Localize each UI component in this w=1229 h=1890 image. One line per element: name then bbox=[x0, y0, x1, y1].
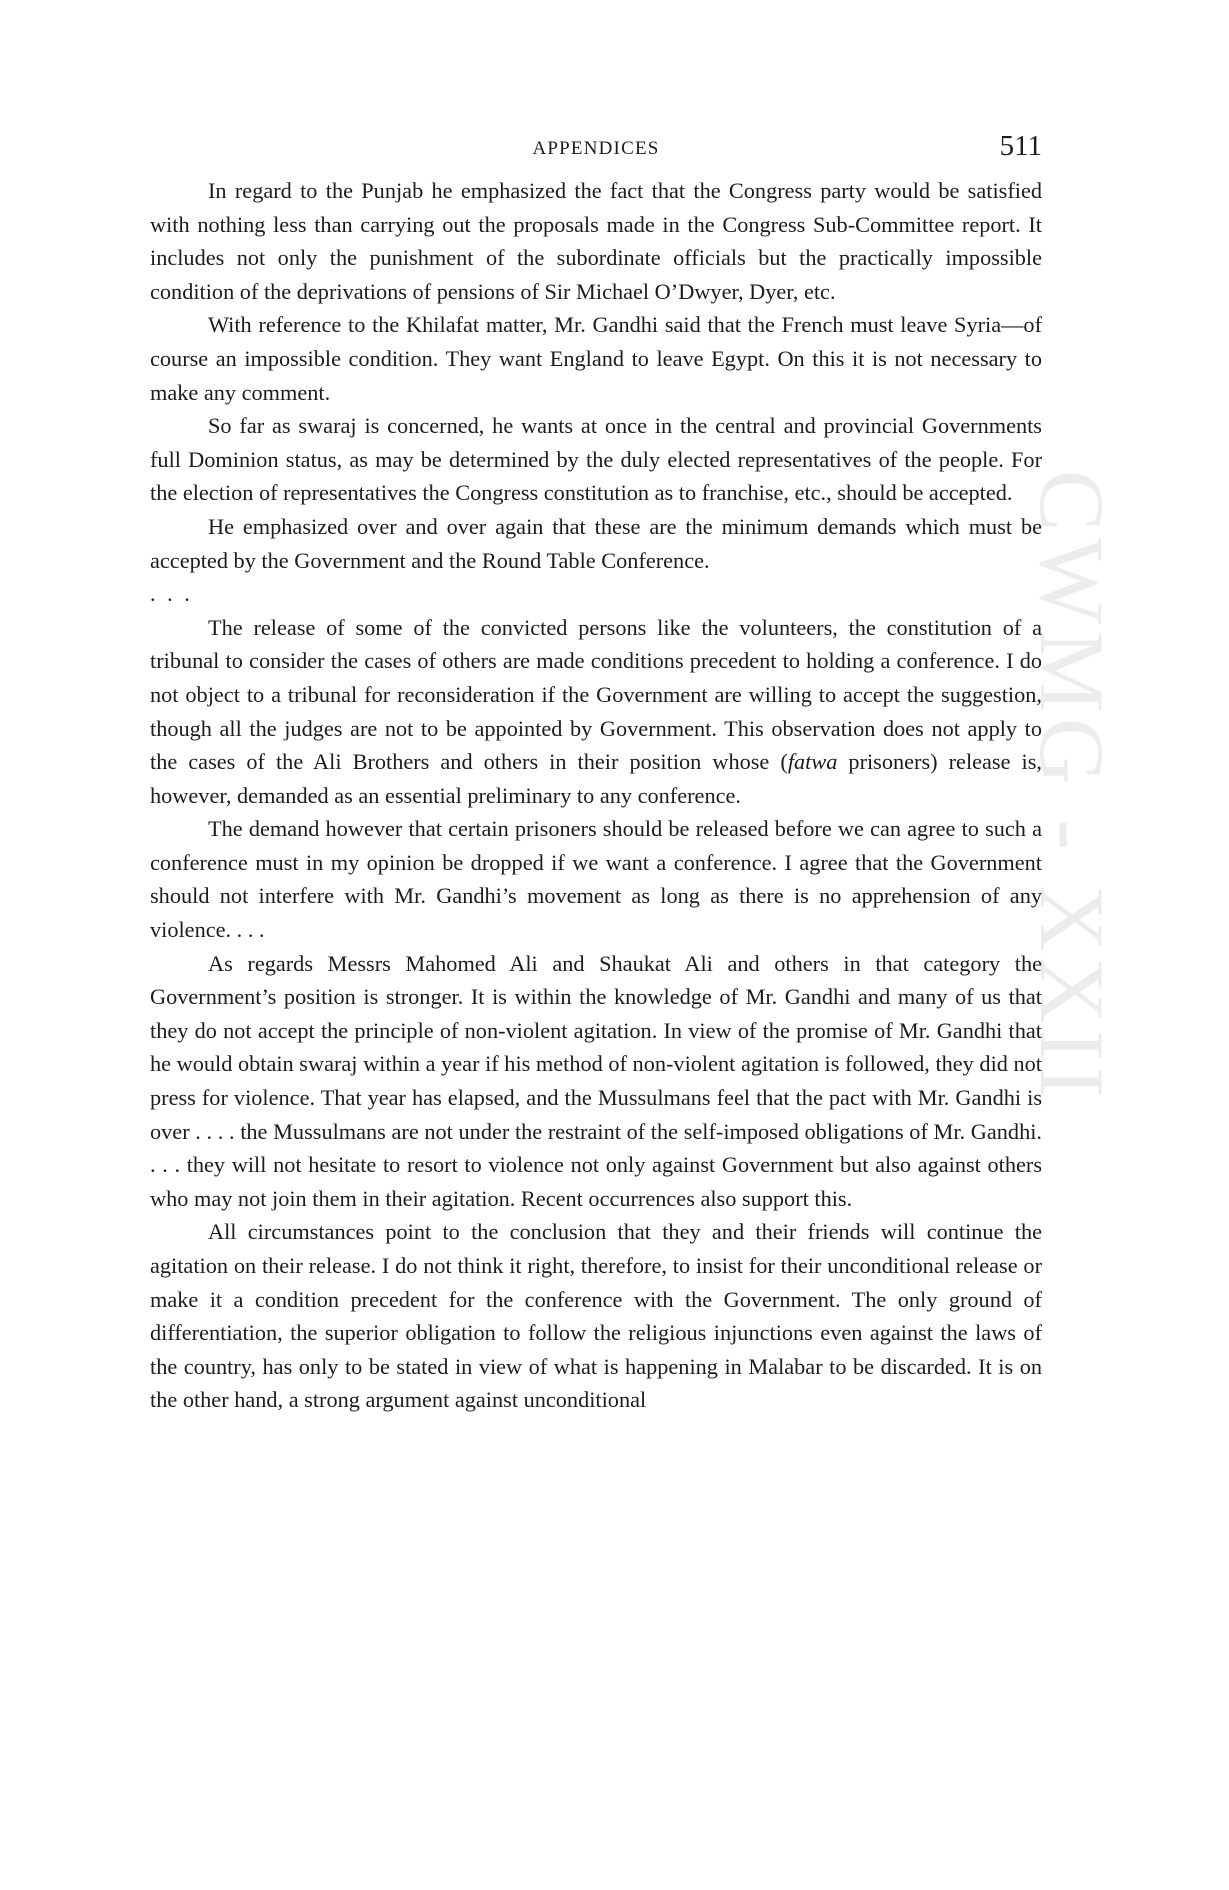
paragraph-release-text-2: prisoners) release is, however, demanded as an essential preliminary to any conference. bbox=[150, 749, 1042, 808]
paragraph-demand: The demand however that certain prisoners should be released before we can agree to such a conference must in my opinion be dropped if we want a conference. I agree that the Government should not interfere with Mr. Gandhi’s movement as long as there is no apprehension of any violence. . . . bbox=[150, 816, 1042, 943]
ellipsis: . . . bbox=[150, 581, 193, 607]
paragraph-release bbox=[150, 611, 1042, 813]
running-head bbox=[150, 130, 1042, 166]
paragraph-ali-brothers: As regards Messrs Mahomed Ali and Shaukat Ali and others in that category the Government’s position is stronger. It is within the knowledge of Mr. Gandhi and many of us that they do not accept the principle of non-violent agitation. In view of the promise of Mr. Gandhi that he would obtain swaraj within a year if his method of non-violent agitation is followed, they did not press for violence. That year has elapsed, and the Mussulmans feel that the pact with Mr. Gandhi is over . . . . the Mussulmans are not under the restraint of the self-imposed obligations of Mr. Gandhi. . . . they will not hesitate to resort to violence not only against Government but also against others who may not join them in their agitation. Recent occurrences also support this. bbox=[150, 950, 1042, 1211]
italic-term: fatwa bbox=[787, 749, 838, 775]
paragraph-release-text-1: The release of some of the convicted persons like the volunteers, the constitution of a tribunal to consider the cases of others are made conditions precedent to holding a conference. I do not object to a tribunal for reconsideration if the Government are willing to accept the suggestion, though all the judges are not to be appointed by Government. This observation does not apply to the cases of the Ali Brothers and others in their position whose ( bbox=[150, 614, 1042, 775]
running-title: APPENDICES bbox=[532, 138, 660, 159]
page bbox=[150, 130, 1042, 1417]
paragraph-khilafat: With reference to the Khilafat matter, Mr. Gandhi said that the French must leave Syria—of course an impossible condition. They want England to leave Egypt. On this it is not necessary to make any comment. bbox=[150, 312, 1042, 405]
paragraph-punjab: In regard to the Punjab he emphasized the fact that the Congress party would be satisfied with nothing less than carrying out the proposals made in the Congress Sub-Committee report. It includes not only the punishment of the subordinate officials but the practically impossible condition of the deprivations of pensions of Sir Michael O’Dwyer, Dyer, etc. bbox=[150, 178, 1042, 304]
paragraph-swaraj: So far as swaraj is concerned, he wants at once in the central and provincial Governments full Dominion status, as may be determined by the duly elected representatives of the people. For the election of representatives the Congress constitution as to franchise, etc., should be accepted. bbox=[150, 413, 1042, 506]
paragraph-minimum-demands: He emphasized over and over again that these are the minimum demands which must be accepted by the Government and the Round Table Conference. bbox=[150, 513, 1042, 573]
watermark: CWMG - XXII bbox=[1021, 470, 1123, 1104]
paragraph-circumstances: All circumstances point to the conclusion that they and their friends will continue the agitation on their release. I do not think it right, therefore, to insist for their unconditional release or make it a condition precedent for the conference with the Government. The only ground of differentiation, the superior obligation to follow the religious injunctions even against the laws of the country, has only to be stated in view of what is happening in Malabar to be discarded. It is on the other hand, a strong argument against unconditional bbox=[150, 1219, 1042, 1413]
page-number: 511 bbox=[999, 130, 1042, 162]
